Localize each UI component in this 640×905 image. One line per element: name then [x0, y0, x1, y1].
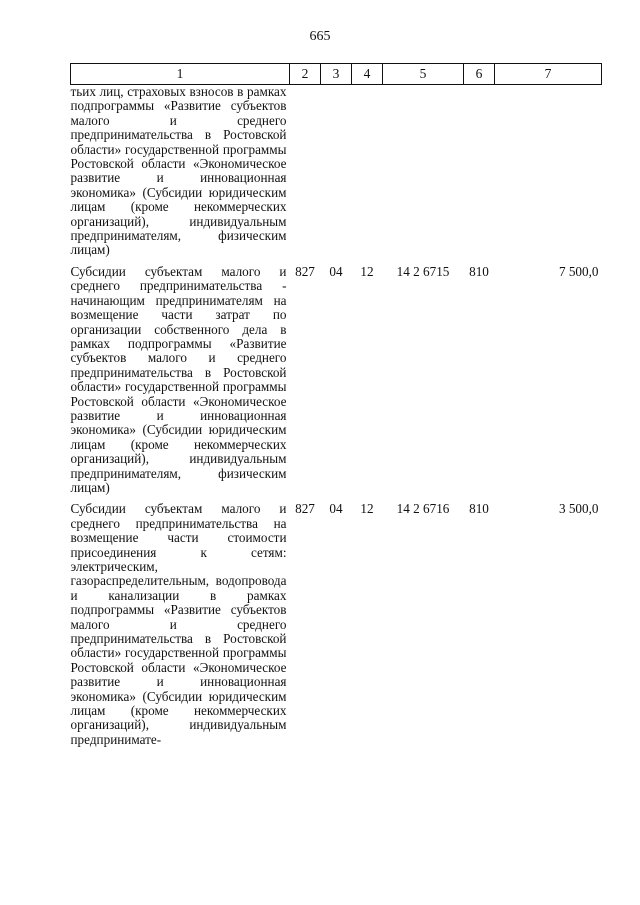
- row-col-4: 12: [360, 501, 374, 517]
- row-amount: 7 500,0: [558, 263, 599, 279]
- table-row: [71, 265, 602, 503]
- row-col-3: [321, 85, 352, 265]
- row-col-2: 827: [295, 263, 315, 279]
- row-col-2: [290, 85, 321, 265]
- row-col-4: [352, 85, 383, 265]
- header-col-4: 4: [352, 64, 383, 85]
- row-col-5: [383, 85, 464, 265]
- header-col-7: 7: [495, 64, 602, 85]
- row-amount: 3 500,0: [558, 501, 599, 517]
- table-body: [71, 85, 602, 748]
- header-col-5: 5: [383, 64, 464, 85]
- row-description: тьих лиц, страховых взносов в рамках подпрограммы «Развитие субъектов малого и среднего предпринимательства в Ростовской области» государственной программы Ростовской области «Экономическое развитие и инновационная экономика» (Субсидии юридическим лицам (кроме некоммерческих организаций), индивидуальным предпринимателям, физическим лицам): [70, 84, 287, 258]
- row-amount: [495, 85, 602, 265]
- row-col-6: 810: [469, 263, 489, 279]
- row-col-3: 04: [329, 501, 343, 517]
- row-col-6: 810: [469, 501, 489, 517]
- table-row: [71, 502, 602, 747]
- row-col-3: 04: [329, 263, 343, 279]
- row-description: Субсидии субъектам малого и среднего предпринимательства - начинающим предпринимателям на возмещение части затрат по организации собственного дела в рамках подпрограммы «Развитие субъектов малого и среднего предпринимательства в Ростовской области» государственной программы Ростовской области «Экономическое развитие и инновационная экономика» (Субсидии юридическим лицам (кроме некоммерческих организаций), индивидуальным предпринимателям, физическим лицам): [70, 263, 287, 495]
- row-col-4: 12: [360, 263, 374, 279]
- table-row: [71, 85, 602, 265]
- table-header: [71, 64, 602, 85]
- row-col-2: 827: [295, 501, 315, 517]
- budget-table: [70, 63, 602, 747]
- header-col-3: 3: [321, 64, 352, 85]
- header-col-1: 1: [71, 64, 290, 85]
- row-col-5: 14 2 6716: [396, 501, 450, 517]
- row-description: Субсидии субъектам малого и среднего предпринимательства на возмещение части стоимости присоединения к сетям: электрическим, газораспределительным, водопровода и канализации в рамках подпрограммы «Развитие субъектов малого и среднего предпринимательства в Ростовской области» государственной программы Ростовской области «Экономическое развитие и инновационная экономика» (Субсидии юридическим лицам (кроме некоммерческих организаций), индивидуальным предпринимате-: [70, 501, 287, 747]
- header-col-2: 2: [290, 64, 321, 85]
- page-number: 665: [309, 29, 331, 44]
- row-col-6: [464, 85, 495, 265]
- header-row: [71, 64, 602, 85]
- header-col-6: 6: [464, 64, 495, 85]
- row-col-5: 14 2 6715: [396, 263, 450, 279]
